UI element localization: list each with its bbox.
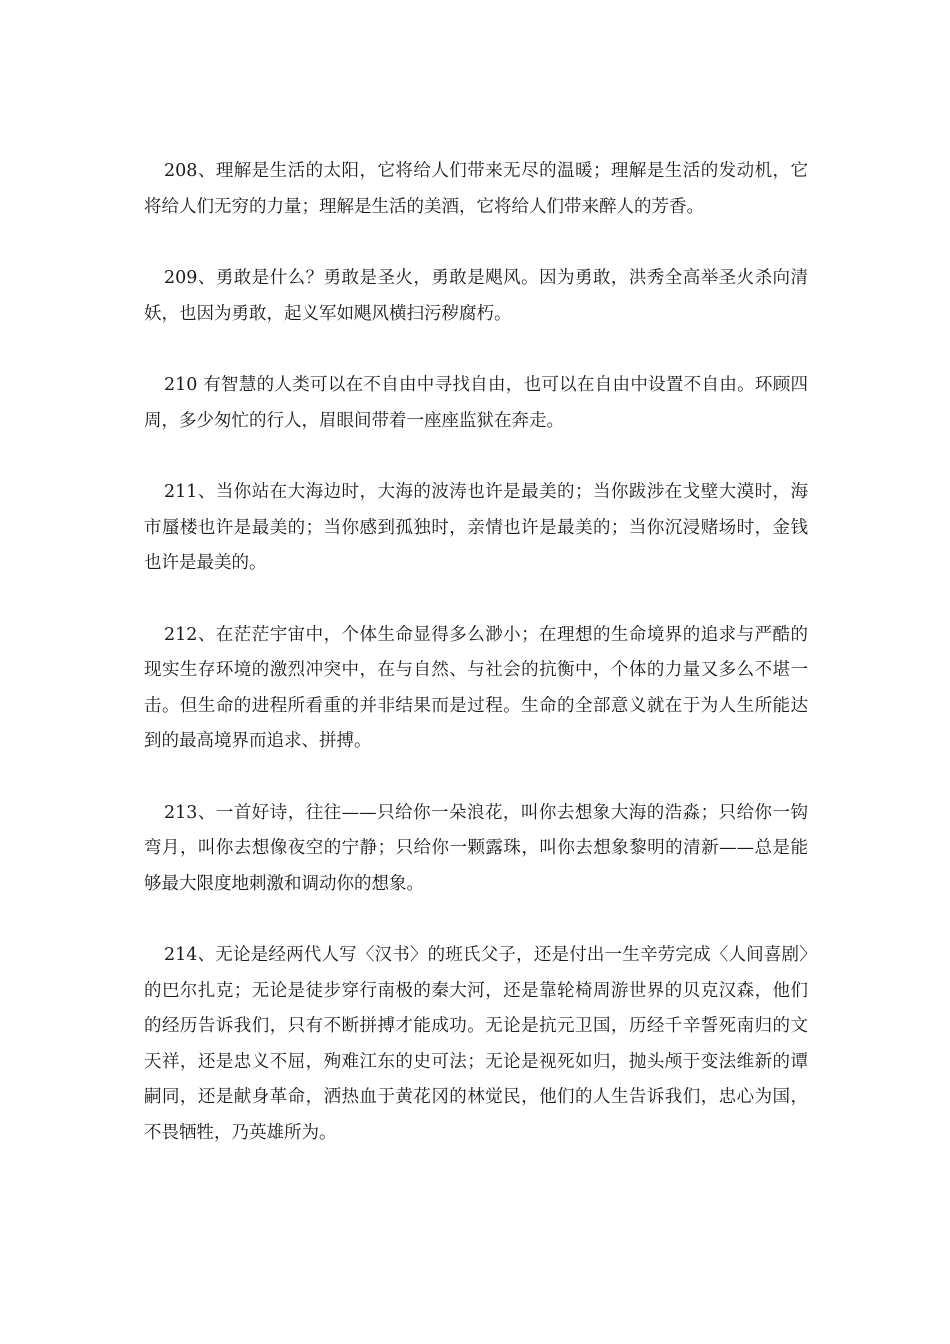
paragraph-211: 211、当你站在大海边时，大海的波涛也许是最美的；当你跋涉在戈壁大漠时，海市蜃楼也许是最美的；当你感到孤独时，亲情也许是最美的；当你沉浸赌场时，金钱也许是最美的。 [144, 482, 808, 573]
paragraph-214: 214、无论是经两代人写〈汉书〉的班氏父子，还是付出一生辛劳完成〈人间喜剧〉的巴尔扎克；无论是徒步穿行南极的秦大河，还是靠轮椅周游世界的贝克汉森，他们的经历告诉我们，只有不断拼搏才能成功。无论是抗元卫国，历经千辛誓死南归的文天祥，还是忠义不屈，殉难江东的史可法；无论是视死如归，抛头颅于变法维新的谭嗣同，还是献身革命，洒热血于黄花冈的林觉民，他们的人生告诉我们，忠心为国，不畏牺牲，乃英雄所为。 [144, 945, 808, 1143]
paragraph-208: 208、理解是生活的太阳，它将给人们带来无尽的温暖；理解是生活的发动机，它将给人们无穷的力量；理解是生活的美酒，它将给人们带来醉人的芳香。 [144, 161, 808, 217]
paragraph-210: 210 有智慧的人类可以在不自由中寻找自由，也可以在自由中设置不自由。环顾四周，多少匆忙的行人，眉眼间带着一座座监狱在奔走。 [144, 375, 808, 431]
paragraph-209: 209、勇敢是什么？勇敢是圣火，勇敢是飓风。因为勇敢，洪秀全高举圣火杀向清妖，也因为勇敢，起义军如飓风横扫污秽腐朽。 [144, 268, 808, 324]
paragraph-212: 212、在茫茫宇宙中，个体生命显得多么渺小；在理想的生命境界的追求与严酷的现实生存环境的激烈冲突中，在与自然、与社会的抗衡中，个体的力量又多么不堪一击。但生命的进程所看重的并非结果而是过程。生命的全部意义就在于为人生所能达到的最高境界而追求、拼搏。 [144, 624, 808, 751]
document-body [144, 154, 808, 1187]
paragraph-213: 213、一首好诗，往往——只给你一朵浪花，叫你去想象大海的浩淼；只给你一钩弯月，叫你去想像夜空的宁静；只给你一颗露珠，叫你去想象黎明的清新——总是能够最大限度地刺激和调动你的想象。 [144, 802, 808, 894]
